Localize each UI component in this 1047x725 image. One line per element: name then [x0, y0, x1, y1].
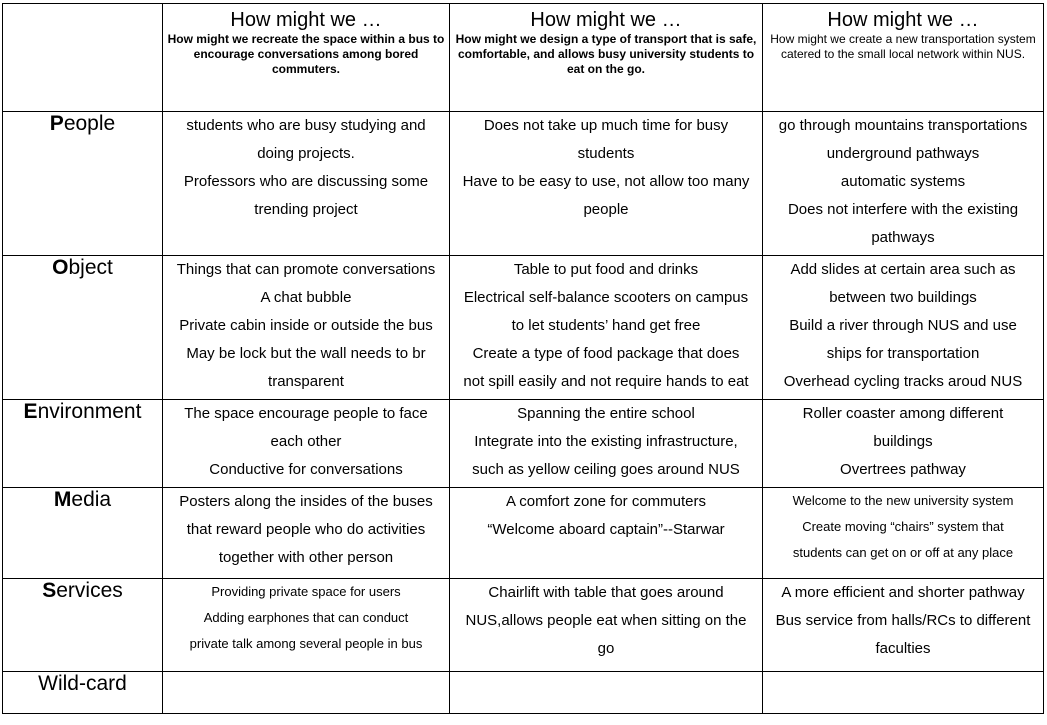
idea-cell: Roller coaster among different buildings Overtrees pathway	[763, 400, 1044, 488]
row-services	[3, 579, 1044, 672]
row-people	[3, 112, 1044, 256]
idea-cell: Chairlift with table that goes around NUS,allows people eat when sitting on the go	[450, 579, 763, 672]
header-cell-1	[163, 4, 450, 112]
category-label: Media	[3, 488, 163, 579]
idea-cell	[163, 672, 450, 714]
header-cell-2	[450, 4, 763, 112]
idea-cell: Add slides at certain area such as between two buildings Build a river through NUS and use ships for transportation Overhead cycling tracks aroud NUS	[763, 256, 1044, 400]
header-title: How might we …	[530, 9, 682, 31]
header-title: How might we …	[230, 9, 382, 31]
idea-cell: Providing private space for users Adding earphones that can conduct private talk among several people in bus	[163, 579, 450, 672]
idea-cell: Spanning the entire school Integrate into the existing infrastructure, such as yellow ceiling goes around NUS	[450, 400, 763, 488]
corner-cell	[3, 4, 163, 112]
idea-cell: Welcome to the new university system Create moving “chairs” system that students can get on or off at any place	[763, 488, 1044, 579]
idea-cell: Things that can promote conversations A chat bubble Private cabin inside or outside the bus May be lock but the wall needs to br transparent	[163, 256, 450, 400]
row-environment	[3, 400, 1044, 488]
idea-cell: The space encourage people to face each other Conductive for conversations	[163, 400, 450, 488]
category-label: Wild-card	[3, 672, 163, 714]
row-wild-card	[3, 672, 1044, 714]
category-label: Environment	[3, 400, 163, 488]
header-cell-3	[763, 4, 1044, 112]
category-label: Services	[3, 579, 163, 672]
header-title: How might we …	[827, 9, 979, 31]
idea-cell: Does not take up much time for busy students Have to be easy to use, not allow too many people	[450, 112, 763, 256]
idea-cell	[763, 672, 1044, 714]
idea-cell: go through mountains transportations underground pathways automatic systems Does not interfere with the existing pathways	[763, 112, 1044, 256]
category-label: Object	[3, 256, 163, 400]
idea-cell: students who are busy studying and doing projects. Professors who are discussing some trending project	[163, 112, 450, 256]
header-subtitle: How might we recreate the space within a bus to encourage conversations among bored commuters.	[167, 32, 445, 76]
header-row	[3, 4, 1044, 112]
hmw-matrix	[2, 3, 1044, 714]
header-subtitle: How might we create a new transportation system catered to the small local network within NUS.	[770, 32, 1036, 61]
row-media	[3, 488, 1044, 579]
idea-cell: A more efficient and shorter pathway Bus service from halls/RCs to different faculties	[763, 579, 1044, 672]
row-object	[3, 256, 1044, 400]
idea-cell	[450, 672, 763, 714]
idea-cell: Posters along the insides of the buses that reward people who do activities together with other person	[163, 488, 450, 579]
header-subtitle: How might we design a type of transport that is safe, comfortable, and allows busy university students to eat on the go.	[455, 32, 757, 76]
category-label: People	[3, 112, 163, 256]
idea-cell: Table to put food and drinks Electrical self-balance scooters on campus to let students’ hand get free Create a type of food package that does not spill easily and not require hands to eat	[450, 256, 763, 400]
idea-cell: A comfort zone for commuters “Welcome aboard captain”--Starwar	[450, 488, 763, 579]
